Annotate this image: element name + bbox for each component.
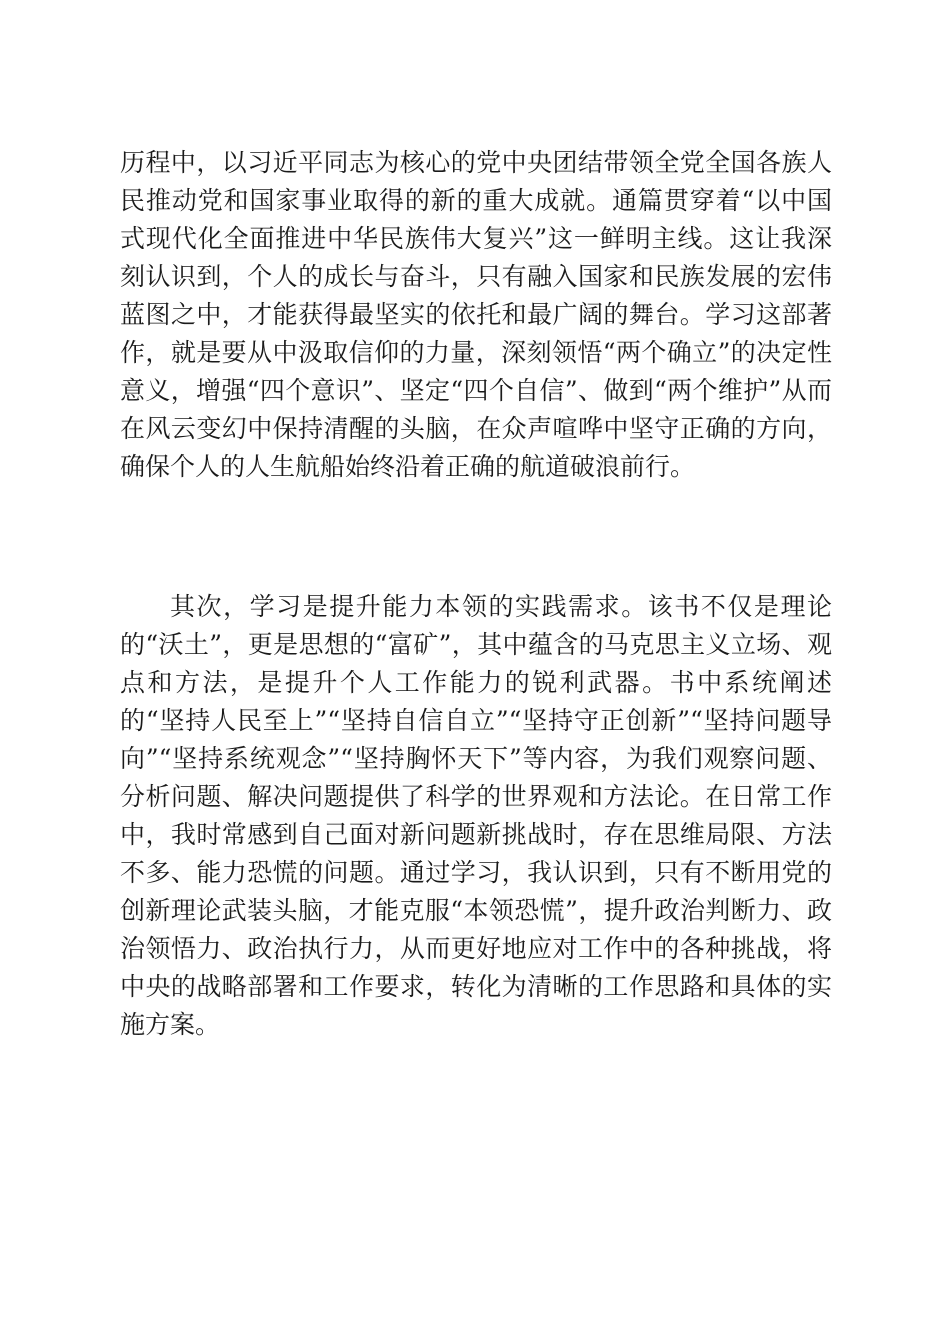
body-paragraph: 其次，学习是提升能力本领的实践需求。该书不仅是理论的“沃土”，更是思想的“富矿”，其中蕴含的马克思主义立场、观点和方法，是提升个人工作能力的锐利武器。书中系统阐述的“坚持人民至上”“坚持自信自立”“坚持守正创新”“坚持问题导向”“坚持系统观念”“坚持胸怀天下”等内容，为我们观察问题、分析问题、解决问题提供了科学的世界观和方法论。在日常工作中，我时常感到自己面对新问题新挑战时，存在思维局限、方法不多、能力恐慌的问题。通过学习，我认识到，只有不断用党的创新理论武装头脑，才能克服“本领恐慌”，提升政治判断力、政治领悟力、政治执行力，从而更好地应对工作中的各种挑战，将中央的战略部署和工作要求，转化为清晰的工作思路和具体的实施方案。 — [120, 592, 832, 1039]
body-paragraph: 历程中，以习近平同志为核心的党中央团结带领全党全国各族人民推动党和国家事业取得的新的重大成就。通篇贯穿着“以中国式现代化全面推进中华民族伟大复兴”这一鲜明主线。这让我深刻认识到，个人的成长与奋斗，只有融入国家和民族发展的宏伟蓝图之中，才能获得最坚实的依托和最广阔的舞台。学习这部著作，就是要从中汲取信仰的力量，深刻领悟“两个确立”的决定性意义，增强“四个意识”、坚定“四个自信”、做到“两个维护”从而在风云变幻中保持清醒的头脑，在众声喧哗中坚守正确的方向，确保个人的人生航船始终沿着正确的航道破浪前行。 — [120, 148, 832, 481]
